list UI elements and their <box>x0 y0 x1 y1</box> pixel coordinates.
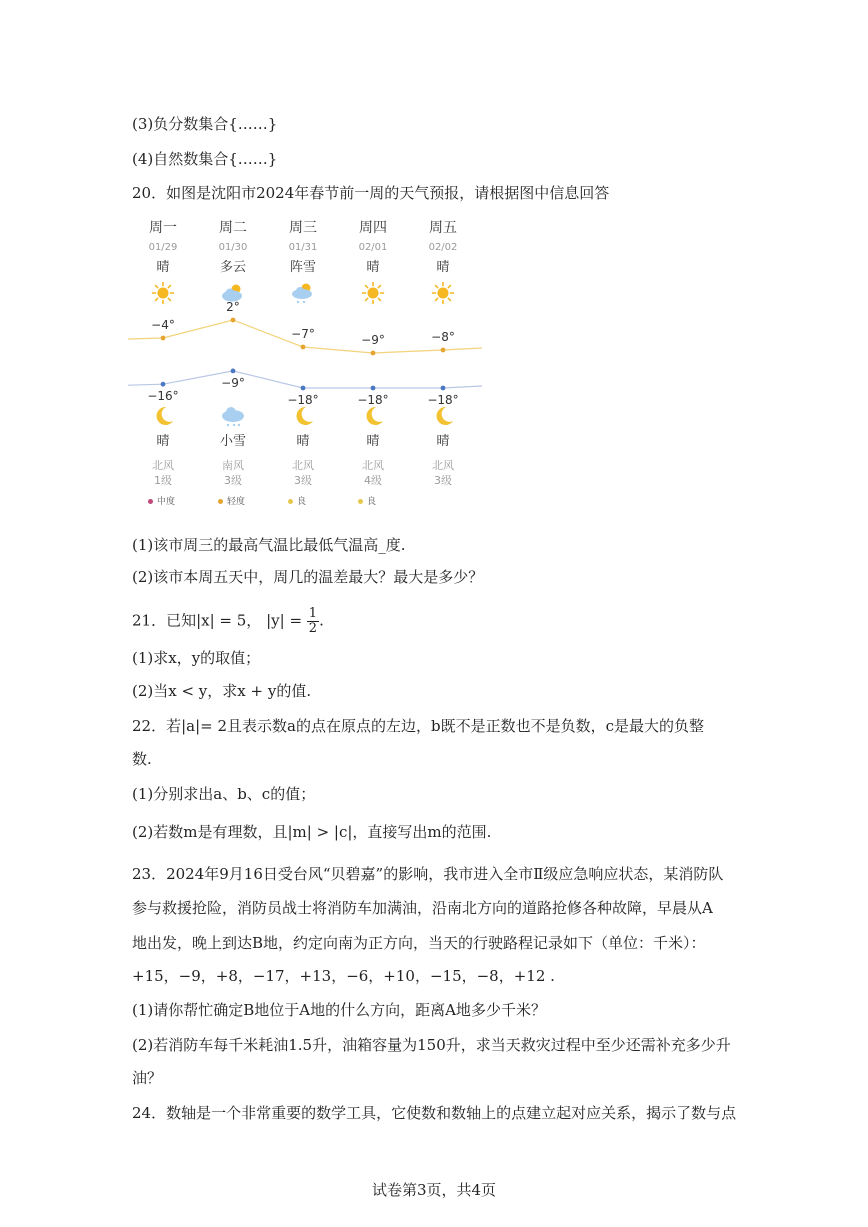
moon-icon <box>338 404 408 428</box>
q21-abs-y: |y| = <box>266 611 303 630</box>
q21-abs-x: |x| = 5， <box>196 611 262 630</box>
q23-sub1: (1)请你帮忙确定B地位于A地的什么方向，距离A地多少千米？ <box>132 1001 546 1019</box>
q22-sub1: (1)分别求出a、b、c的值； <box>132 785 316 803</box>
high-temp-point <box>161 336 166 341</box>
aqi-badge <box>218 494 245 507</box>
high-temp-label: −9° <box>361 333 385 347</box>
q20-sub1: (1)该市周三的最高气温比最低气温高_度. <box>132 536 406 554</box>
aqi-label: 良 <box>297 497 307 507</box>
q24-line1: 24．数轴是一个非常重要的数学工具，它使数和数轴上的点建立起对应关系，揭示了数与点 <box>132 1104 737 1122</box>
day-condition: 晴 <box>436 260 450 275</box>
weather-day-column <box>408 218 478 308</box>
snow-shower-icon <box>268 278 338 308</box>
low-temp-point <box>161 382 166 387</box>
wind-level: 1级 <box>154 474 172 487</box>
wind-info <box>198 458 268 488</box>
aqi-dot <box>148 499 153 504</box>
high-temp-point <box>301 345 306 350</box>
page-footer: 试卷第3页，共4页 <box>371 1181 497 1199</box>
sun-icon <box>128 278 198 308</box>
q19-item3: (3)负分数集合{……} <box>132 115 278 133</box>
q20-sub2: (2)该市本周五天中，周几的温差最大？最大是多少？ <box>132 568 484 586</box>
weather-day-column <box>128 218 198 308</box>
q22-stem-line2: 数. <box>132 750 152 768</box>
weekday-label: 周一 <box>149 220 177 236</box>
q23-sub2-line1: (2)若消防车每千米耗油1.5升，油箱容量为150升，求当天救灾过程中至少还需补充多少升 <box>132 1036 731 1054</box>
date-label: 02/01 <box>358 242 388 253</box>
weekday-label: 周二 <box>219 220 247 236</box>
q21-stem: 21．已知|x| = 5， |y| = $\frac{1}{2}$ . <box>132 606 324 636</box>
snow-cloud-icon <box>198 404 268 428</box>
low-temp-label: −18° <box>427 393 459 407</box>
low-temp-label: −16° <box>147 389 179 404</box>
day-condition: 晴 <box>156 260 170 275</box>
low-temp-point <box>301 386 306 391</box>
q21-stem-prefix: 21．已知 <box>132 611 197 630</box>
aqi-dot <box>218 499 223 504</box>
q23-line4: +15，−9，+8，−17，+13，−6，+10，−15，−8，+12 . <box>132 967 555 985</box>
fraction-numerator: 1 <box>308 606 318 621</box>
wind-direction: 北风 <box>292 459 314 472</box>
q22-stem-line1: 22．若|a|= 2且表示数a的点在原点的左边，b既不是正数也不是负数，c是最大的负整 <box>132 717 704 735</box>
day-condition: 晴 <box>366 260 380 275</box>
wind-info <box>268 458 338 488</box>
wind-info <box>128 458 198 488</box>
low-temp-point <box>371 386 376 391</box>
high-temp-point <box>371 351 376 356</box>
wind-info <box>338 458 408 488</box>
aqi-badge <box>288 494 306 507</box>
weather-forecast-widget <box>128 218 486 514</box>
high-temp-label: 2° <box>226 300 240 314</box>
date-label: 01/29 <box>148 242 178 253</box>
aqi-badge <box>148 494 175 507</box>
wind-direction: 南风 <box>222 459 244 472</box>
sun-icon <box>338 278 408 308</box>
low-temp-label: −18° <box>287 393 319 407</box>
low-temp-point <box>231 369 236 374</box>
q23-line2: 参与救援抢险，消防员战士将消防车加满油，沿南北方向的道路抢修各种故障，早晨从A <box>132 899 713 917</box>
weekday-label: 周四 <box>359 220 387 236</box>
q22-sub2: (2)若数m是有理数，且|m| > |c|，直接写出m的范围. <box>132 823 492 841</box>
q20-stem: 20．如图是沈阳市2024年春节前一周的天气预报，请根据图中信息回答 <box>132 184 610 202</box>
weather-day-column <box>268 218 338 308</box>
aqi-badge <box>358 494 376 507</box>
high-temp-label: −8° <box>431 330 455 344</box>
wind-level: 3级 <box>434 474 452 487</box>
weather-day-column <box>338 218 408 308</box>
weekday-label: 周五 <box>429 220 457 236</box>
high-temp-point <box>441 348 446 353</box>
aqi-label: 轻度 <box>227 497 246 507</box>
high-temp-label: −7° <box>291 327 315 341</box>
q23-line3: 地出发，晚上到达B地，约定向南为正方向，当天的行驶路程记录如下（单位：千米）： <box>132 934 706 952</box>
moon-icon <box>408 404 478 428</box>
wind-level: 3级 <box>224 474 242 487</box>
date-label: 01/31 <box>288 242 318 253</box>
moon-icon <box>268 404 338 428</box>
night-condition: 晴 <box>296 434 310 449</box>
wind-level: 4级 <box>364 474 382 487</box>
moon-icon <box>128 404 198 428</box>
night-condition: 小雪 <box>219 434 246 449</box>
date-label: 01/30 <box>218 242 248 253</box>
fraction-denominator: 2 <box>308 621 318 636</box>
date-label: 02/02 <box>428 242 458 253</box>
wind-level: 3级 <box>294 474 312 487</box>
wind-direction: 北风 <box>432 459 454 472</box>
q21-fraction <box>307 607 319 636</box>
wind-direction: 北风 <box>152 459 174 472</box>
q19-item4: (4)自然数集合{……} <box>132 150 278 168</box>
night-condition: 晴 <box>436 434 450 449</box>
night-condition: 晴 <box>156 434 170 449</box>
sun-icon <box>408 278 478 308</box>
q21-sub1: (1)求x，y的取值； <box>132 649 261 667</box>
q23-line1: 23．2024年9月16日受台风“贝碧嘉”的影响，我市进入全市Ⅱ级应急响应状态，某消防队 <box>132 865 724 883</box>
low-temp-label: −18° <box>357 393 389 407</box>
wind-direction: 北风 <box>362 459 384 472</box>
high-temp-label: −4° <box>151 318 175 332</box>
q21-sub2: (2)当x < y，求x + y的值. <box>132 682 312 700</box>
aqi-dot <box>358 499 363 504</box>
q23-sub2-line2: 油？ <box>132 1069 163 1087</box>
day-condition: 多云 <box>219 260 246 275</box>
aqi-label: 良 <box>367 497 377 507</box>
low-temp-label: −9° <box>221 375 245 390</box>
night-condition: 晴 <box>366 434 380 449</box>
wind-info <box>408 458 478 488</box>
aqi-dot <box>288 499 293 504</box>
low-temp-point <box>441 386 446 391</box>
weather-day-column <box>198 218 268 308</box>
aqi-label: 中度 <box>157 497 176 507</box>
day-condition: 阵雪 <box>289 260 316 275</box>
high-temp-point <box>231 318 236 323</box>
weekday-label: 周三 <box>289 220 317 236</box>
low-temp-line <box>128 371 482 388</box>
